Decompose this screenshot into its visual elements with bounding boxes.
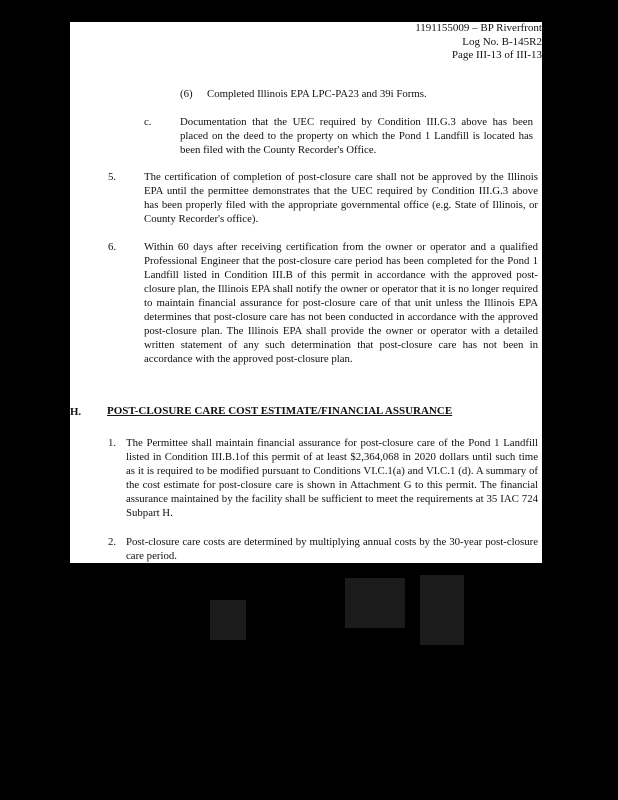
page-header	[342, 22, 542, 63]
item-text: Documentation that the UEC required by Condition III.G.3 above has been placed on the deed to the property on which the Pond 1 Landfill is located has been filed with the County Recorder's Office.	[180, 116, 533, 156]
item-text: Within 60 days after receiving certification from the owner or operator and a qualified Professional Engineer that the post-closure care period has been completed for the Pond 1 Landfill listed in Condition III.B of this permit in accordance with the approved post-closure plan, the Illinois EPA shall notify the owner or operator that it is no longer required to maintain financial assurance for post-closure care of that unit unless the Illinois EPA determines that post-closure care has not been conducted in accordance with the approved post-closure plan. The Illinois EPA shall provide the owner or operator with a detailed written statement of any such determination that post-closure care has not been in accordance with the approved post-closure plan.	[144, 241, 538, 365]
item-text: The certification of completion of post-closure care shall not be approved by the Illinois EPA until the permittee demonstrates that the UEC required by Condition III.G.3 above has been properly filed with the appropriate governmental office (e.g. State of Illinois, or County Recorder's office).	[144, 171, 538, 225]
section-item-text: Post-closure care costs are determined by multiplying annual costs by the 30-year post-closure care period.	[126, 536, 538, 562]
scan-border-left	[0, 0, 70, 565]
scan-artifact	[210, 600, 246, 640]
item-label: c.	[144, 116, 152, 128]
scan-border-bottom	[0, 563, 618, 800]
item-label: (6)	[180, 88, 193, 100]
scan-border-top	[0, 0, 618, 22]
document-page	[70, 22, 542, 563]
item-label: 6.	[108, 241, 117, 253]
scan-artifact	[345, 578, 405, 628]
scan-artifact	[420, 575, 464, 645]
header-log-number: Log No. B-145R2	[462, 35, 542, 48]
section-item-label: 1.	[108, 437, 117, 449]
header-page-number: Page III-13 of III-13	[451, 49, 542, 61]
section-title: POST-CLOSURE CARE COST ESTIMATE/FINANCIAL ASSURANCE	[107, 405, 453, 417]
section-item-text: The Permittee shall maintain financial assurance for post-closure care of the Pond 1 Landfill listed in Condition III.B.1of this permit of at least $2,364,068 in 2020 dollars until such time as it is required to be modified pursuant to Conditions VI.C.1(a) and VI.C.1 (d). A summary of the cost estimate for post-closure care is shown in Attachment G to this permit. The financial assurance maintained by the facility shall be sufficient to meet the requirements at 35 IAC 724 Subpart H.	[126, 437, 538, 519]
item-text: Completed Illinois EPA LPC-PA23 and 39i Forms.	[207, 88, 427, 100]
scan-border-right	[542, 0, 618, 565]
header-facility-id: 1191155009 – BP Riverfront	[415, 22, 542, 34]
section-number: H.	[70, 406, 82, 418]
item-label: 5.	[108, 171, 117, 183]
section-item-label: 2.	[108, 536, 117, 548]
